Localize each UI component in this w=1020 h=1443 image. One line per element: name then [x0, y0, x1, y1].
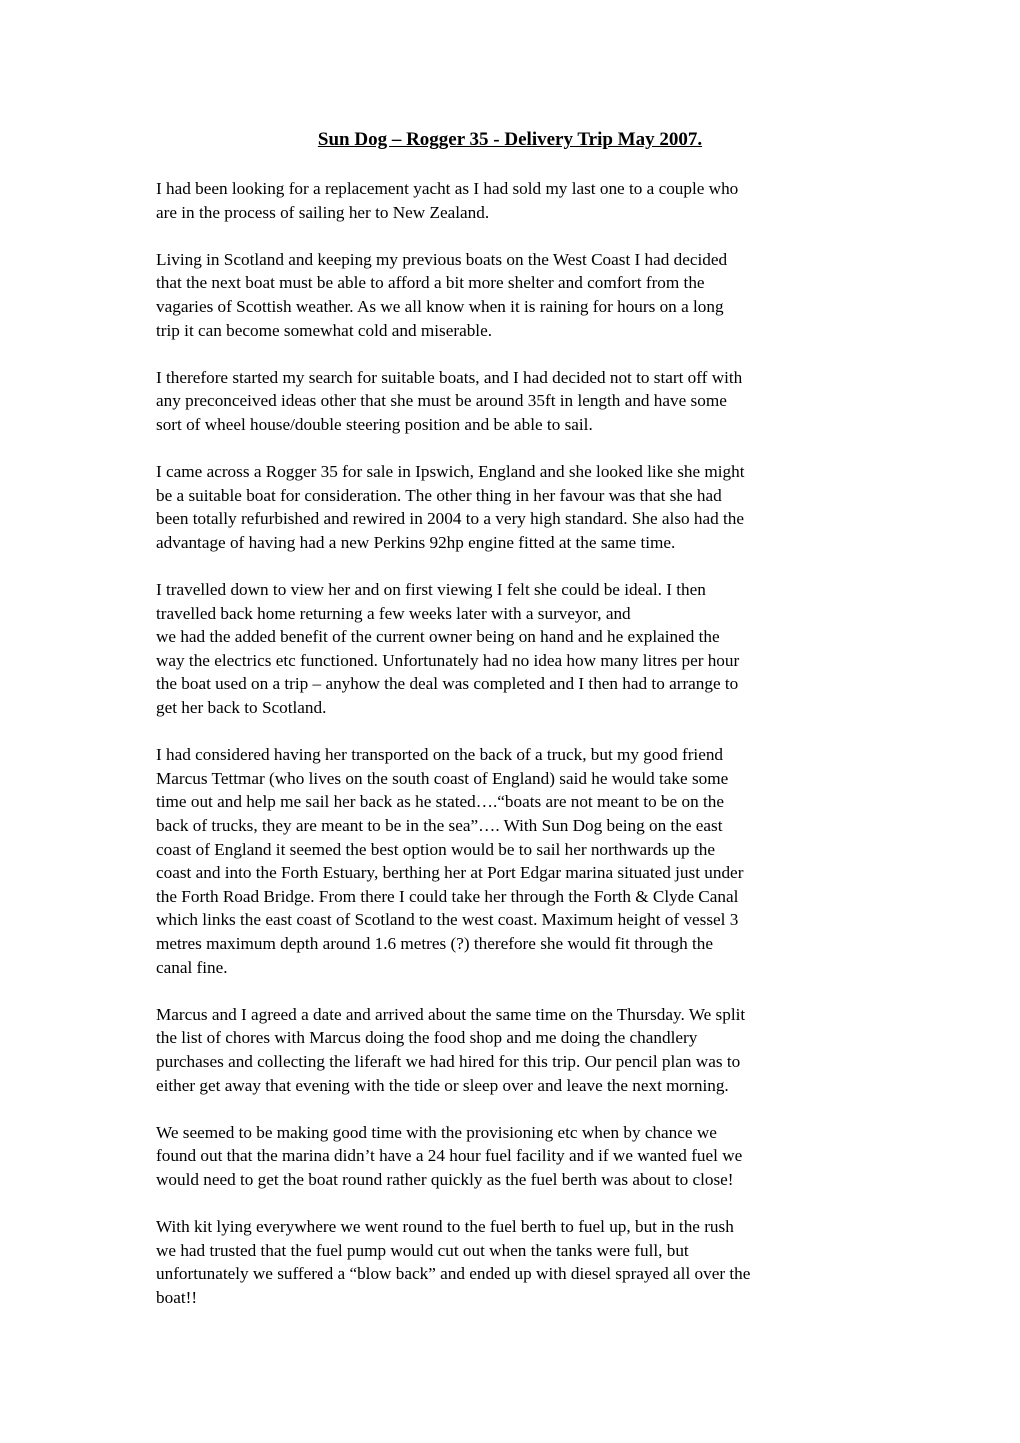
text-line: I had been looking for a replacement yacht as I had sold my last one to a couple who [156, 179, 739, 198]
text-line: which links the east coast of Scotland to the west coast. Maximum height of vessel 3 [156, 910, 739, 930]
text-line: advantage of having had a new Perkins 92hp engine fitted at the same time. [156, 532, 676, 552]
text-line: I travelled down to view her and on first viewing I felt she could be ideal. I then [156, 580, 706, 600]
paragraph [156, 743, 876, 979]
paragraph [156, 1121, 876, 1192]
paragraph [156, 1215, 876, 1309]
text-line: I therefore started my search for suitable boats, and I had decided not to start off with [156, 367, 743, 387]
text-line: be a suitable boat for consideration. The other thing in her favour was that she had [156, 485, 722, 505]
text-line: Marcus and I agreed a date and arrived about the same time on the Thursday. We split [156, 1004, 746, 1024]
text-line: back of trucks, they are meant to be in the sea”…. With Sun Dog being on the east [156, 816, 723, 836]
text-line: either get away that evening with the tide or sleep over and leave the next morning. [156, 1075, 729, 1095]
paragraph [156, 366, 876, 437]
text-line: are in the process of sailing her to New Zealand. [156, 202, 490, 222]
text-line: Living in Scotland and keeping my previous boats on the West Coast I had decided [156, 249, 728, 269]
document-title: Sun Dog – Rogger 35 - Delivery Trip May 2007. [317, 129, 703, 150]
text-line: that the next boat must be able to afford a bit more shelter and comfort from the [156, 273, 705, 293]
text-line: any preconceived ideas other that she must be around 35ft in length and have some [156, 391, 727, 411]
text-line: get her back to Scotland. [156, 698, 327, 718]
text-line: metres maximum depth around 1.6 metres (?) therefore she would fit through the [156, 934, 713, 953]
paragraph [156, 578, 876, 720]
text-line: coast and into the Forth Estuary, berthing her at Port Edgar marina situated just under [156, 863, 744, 883]
paragraph [156, 248, 876, 342]
text-line: the boat used on a trip – anyhow the deal was completed and I then had to arrange to [156, 674, 739, 694]
text-line: time out and help me sail her back as he stated….“boats are not meant to be on the [156, 792, 724, 812]
text-line: we had the added benefit of the current owner being on hand and he explained the [156, 627, 720, 647]
text-line: the list of chores with Marcus doing the food shop and me doing the chandlery [156, 1028, 698, 1048]
text-line: vagaries of Scottish weather. As we all know when it is raining for hours on a long [156, 296, 724, 316]
text-line: I had considered having her transported on the back of a truck, but my good friend [156, 745, 724, 765]
text-line: way the electrics etc functioned. Unfortunately had no idea how many litres per hour [156, 650, 740, 670]
text-line: purchases and collecting the liferaft we had hired for this trip. Our pencil plan was to [156, 1051, 741, 1071]
text-line: boat!! [156, 1287, 198, 1307]
text-line: the Forth Road Bridge. From there I could take her through the Forth & Clyde Canal [156, 886, 739, 906]
text-line: coast of England it seemed the best option would be to sail her northwards up the [156, 839, 715, 859]
document-body [156, 177, 876, 1333]
text-line: We seemed to be making good time with the provisioning etc when by chance we [156, 1122, 717, 1142]
paragraph [156, 460, 876, 554]
text-line: would need to get the boat round rather quickly as the fuel berth was about to close! [156, 1169, 734, 1189]
text-line: found out that the marina didn’t have a 24 hour fuel facility and if we wanted fuel we [156, 1146, 743, 1166]
text-line: With kit lying everywhere we went round to the fuel berth to fuel up, but in the rush [156, 1217, 734, 1237]
text-line: travelled back home returning a few weeks later with a surveyor, and [156, 603, 631, 623]
paragraph [156, 177, 876, 224]
text-line: canal fine. [156, 957, 228, 977]
text-line: I came across a Rogger 35 for sale in Ipswich, England and she looked like she might [156, 462, 745, 482]
text-line: Marcus Tettmar (who lives on the south coast of England) said he would take some [156, 768, 729, 788]
text-line: we had trusted that the fuel pump would cut out when the tanks were full, but [156, 1240, 689, 1260]
text-line: unfortunately we suffered a “blow back” and ended up with diesel sprayed all over the [156, 1264, 751, 1284]
paragraph [156, 1003, 876, 1097]
text-line: trip it can become somewhat cold and miserable. [156, 320, 492, 340]
text-line: sort of wheel house/double steering position and be able to sail. [156, 414, 593, 434]
text-line: been totally refurbished and rewired in 2004 to a very high standard. She also had the [156, 509, 745, 529]
